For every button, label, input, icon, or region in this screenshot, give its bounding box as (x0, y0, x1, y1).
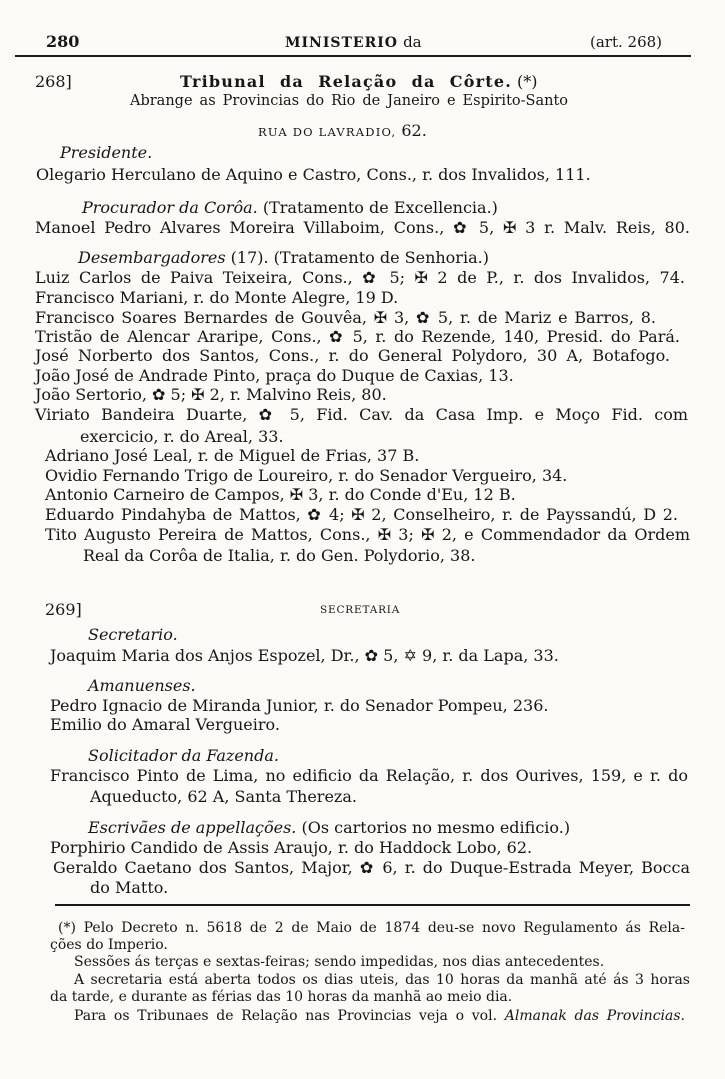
list-item: Adriano José Leal, r. de Miguel de Frias, 37 B. (45, 446, 420, 465)
footnote-line: (*) Pelo Decreto n. 5618 de 2 de Maio de 1874 deu-se novo Regulamento ás Rela- (58, 920, 685, 936)
heading-desembargadores-note: (17). (Tratamento de Senhoria.) (230, 248, 489, 267)
section-title: Tribunal da Relação da Côrte. (180, 72, 512, 91)
list-item: Ovidio Fernando Trigo de Loureiro, r. do Senador Vergueiro, 34. (45, 466, 568, 485)
list-item: Tito Augusto Pereira de Mattos, Cons., ✠ 3; ✠ 2, e Commendador da Ordem (45, 525, 690, 544)
footnote-closing-text: Para os Tribunaes de Relação nas Provincias veja o vol. (74, 1008, 498, 1024)
list-item: Manoel Pedro Alvares Moreira Villaboim, Cons., ✿ 5, ✠ 3 r. Malv. Reis, 80. (35, 218, 690, 237)
heading-procurador-label: Procurador da Corôa. (82, 198, 258, 217)
footnote-closing-line (74, 1008, 685, 1025)
header-rule (15, 55, 691, 57)
article-reference: (art. 268) (590, 33, 663, 51)
section-title-secretaria: SECRETARIA (320, 604, 401, 616)
footnote-line: da tarde, e durante as férias das 10 horas da manhã ao meio dia. (50, 989, 513, 1005)
list-item-continuation: do Matto. (90, 878, 169, 897)
list-item: Tristão de Alencar Araripe, Cons., ✿ 5, r. do Rezende, 140, Presid. do Pará. (35, 327, 680, 346)
list-item: Porphirio Candido de Assis Araujo, r. do Haddock Lobo, 62. (50, 838, 533, 857)
footnote-line: ções do Imperio. (50, 937, 168, 953)
section-number-269: 269] (45, 600, 82, 619)
list-item: Olegario Herculano de Aquino e Castro, Cons., r. dos Invalidos, 111. (36, 165, 591, 184)
list-item: Emilio do Amaral Vergueiro. (50, 715, 280, 734)
list-item: José Norberto dos Santos, Cons., r. do General Polydoro, 30 A, Botafogo. (35, 346, 670, 365)
heading-presidente: Presidente. (60, 143, 153, 162)
list-item: Francisco Mariani, r. do Monte Alegre, 19 D. (35, 288, 399, 307)
list-item: Viriato Bandeira Duarte, ✿ 5, Fid. Cav. da Casa Imp. e Moço Fid. com (35, 405, 688, 424)
list-item: Antonio Carneiro de Campos, ✠ 3, r. do Conde d'Eu, 12 B. (45, 485, 516, 504)
list-item: Eduardo Pindahyba de Mattos, ✿ 4; ✠ 2, Conselheiro, r. de Payssandú, D 2. (45, 505, 678, 524)
running-title-suffix: da (403, 33, 422, 51)
heading-desembargadores (78, 248, 489, 268)
section-address (258, 121, 427, 142)
running-title (285, 32, 422, 53)
heading-procurador (82, 198, 498, 218)
heading-escrivaes-note: (Os cartorios no mesmo edificio.) (301, 818, 571, 837)
page-number: 280 (46, 32, 80, 51)
footnote-line: A secretaria está aberta todos os dias uteis, das 10 horas da manhã até ás 3 horas (74, 972, 690, 988)
section-number-268: 268] (35, 72, 72, 91)
footnote-line: Sessões ás terças e sextas-feiras; sendo impedidas, nos dias antecedentes. (74, 954, 605, 970)
heading-escrivaes (88, 818, 570, 838)
list-item: Francisco Pinto de Lima, no edificio da Relação, r. dos Ourives, 159, e r. do (50, 766, 688, 785)
list-item: Luiz Carlos de Paiva Teixeira, Cons., ✿ 5; ✠ 2 de P., r. dos Invalidos, 74. (35, 268, 685, 287)
list-item-continuation: Aqueducto, 62 A, Santa Thereza. (90, 787, 357, 806)
footnote-closing-reference: Almanak das Provincias. (504, 1008, 686, 1024)
heading-solicitador: Solicitador da Fazenda. (88, 746, 279, 765)
list-item-continuation: exercicio, r. do Areal, 33. (80, 427, 284, 446)
list-item-continuation: Real da Corôa de Italia, r. do Gen. Polydorio, 38. (83, 546, 476, 565)
address-number: 62. (401, 121, 427, 140)
list-item: João Sertorio, ✿ 5; ✠ 2, r. Malvino Reis, 80. (35, 385, 387, 404)
heading-amanuenses: Amanuenses. (88, 676, 196, 695)
heading-escrivaes-label: Escrivães de appellações. (88, 818, 297, 837)
footnote-mark: (*) (517, 72, 538, 91)
list-item: Joaquim Maria dos Anjos Espozel, Dr., ✿ 5, ✡ 9, r. da Lapa, 33. (50, 646, 559, 665)
list-item: João José de Andrade Pinto, praça do Duque de Caxias, 13. (35, 366, 514, 385)
heading-desembargadores-label: Desembargadores (78, 248, 226, 267)
heading-secretario: Secretario. (88, 625, 178, 644)
running-title-main: MINISTERIO (285, 35, 398, 51)
list-item: Geraldo Caetano dos Santos, Major, ✿ 6, r. do Duque-Estrada Meyer, Bocca (53, 858, 690, 877)
address-street: RUA DO LAVRADIO, (258, 125, 397, 139)
section-subtitle: Abrange as Provincias do Rio de Janeiro e Espirito-Santo (130, 93, 568, 109)
list-item: Francisco Soares Bernardes de Gouvêa, ✠ 3, ✿ 5, r. de Mariz e Barros, 8. (35, 308, 656, 327)
footnote-rule (55, 904, 690, 906)
list-item: Pedro Ignacio de Miranda Junior, r. do Senador Pompeu, 236. (50, 696, 549, 715)
heading-procurador-note: (Tratamento de Excellencia.) (262, 198, 498, 217)
